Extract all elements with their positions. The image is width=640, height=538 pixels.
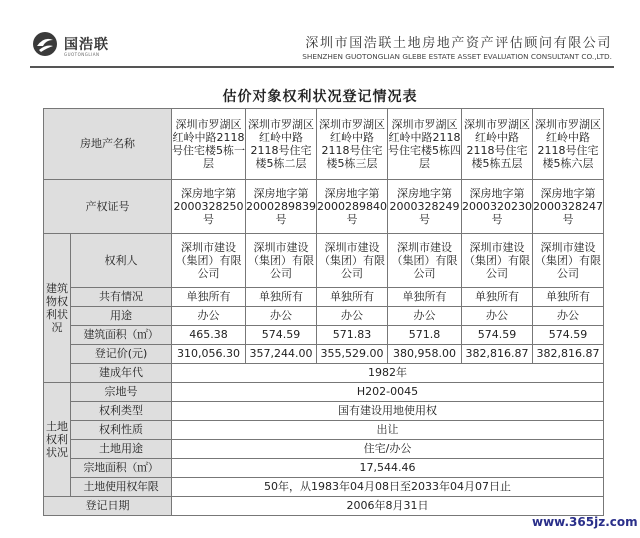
label-usage: 用途 [71, 307, 172, 326]
cell-area-5: 574.59 [462, 326, 533, 345]
row-land-term [44, 478, 604, 497]
logo-subtitle: GUOTONGLIAN [64, 52, 100, 57]
page-header [0, 0, 640, 70]
label-right-type: 权利类型 [71, 402, 172, 421]
cell-cert-1: 深房地字第2000328250号 [172, 180, 246, 234]
cell-price-2: 357,244.00 [246, 345, 317, 364]
cell-build-year: 1982年 [172, 364, 604, 383]
cell-area-6: 574.59 [533, 326, 604, 345]
cell-property-name-4: 深圳市罗湖区红岭中路2118号住宅楼5栋四层 [388, 109, 462, 180]
label-lot-area: 宗地面积（㎡） [71, 459, 172, 478]
cell-land-term: 50年，从1983年04月08日至2033年04月07日止 [172, 478, 604, 497]
cell-area-1: 465.38 [172, 326, 246, 345]
cell-use-6: 办公 [533, 307, 604, 326]
cell-use-1: 办公 [172, 307, 246, 326]
cell-co-1: 单独所有 [172, 288, 246, 307]
row-usage [44, 307, 604, 326]
row-owner [44, 234, 604, 288]
label-land-section: 土地权利状况 [44, 383, 71, 497]
row-lot-area [44, 459, 604, 478]
row-land-use [44, 440, 604, 459]
label-land-term: 土地使用权年限 [71, 478, 172, 497]
company-logo-icon [32, 31, 58, 57]
cell-price-3: 355,529.00 [317, 345, 388, 364]
cell-property-name-1: 深圳市罗湖区红岭中路2118号住宅楼5栋一层 [172, 109, 246, 180]
cell-co-5: 单独所有 [462, 288, 533, 307]
cell-right-nature: 出让 [172, 421, 604, 440]
cell-use-2: 办公 [246, 307, 317, 326]
row-reg-date [44, 497, 604, 516]
cell-area-3: 571.83 [317, 326, 388, 345]
company-name-cn: 深圳市国浩联土地房地产资产评估顾问有限公司 [305, 36, 612, 51]
cell-reg-date: 2006年8月31日 [172, 497, 604, 516]
cell-co-2: 单独所有 [246, 288, 317, 307]
row-co-ownership [44, 288, 604, 307]
registration-table [43, 108, 604, 516]
label-co-ownership: 共有情况 [71, 288, 172, 307]
cell-use-5: 办公 [462, 307, 533, 326]
label-reg-price: 登记价(元) [71, 345, 172, 364]
cell-property-name-2: 深圳市罗湖区红岭中路2118号住宅楼5栋二层 [246, 109, 317, 180]
cell-price-4: 380,958.00 [388, 345, 462, 364]
cell-owner-5: 深圳市建设（集团）有限公司 [462, 234, 533, 288]
label-build-year: 建成年代 [71, 364, 172, 383]
cell-use-3: 办公 [317, 307, 388, 326]
company-name-en: SHENZHEN GUOTONGLIAN GLEBE ESTATE ASSET EVALUATION CONSULTANT CO.,LTD. [302, 52, 612, 61]
cell-price-6: 382,816.87 [533, 345, 604, 364]
label-owner: 权利人 [71, 234, 172, 288]
site-watermark: www.365jz.com [532, 515, 638, 529]
cell-owner-6: 深圳市建设（集团）有限公司 [533, 234, 604, 288]
row-build-year [44, 364, 604, 383]
label-land-use: 土地用途 [71, 440, 172, 459]
row-cert-no [44, 180, 604, 234]
cell-lot-no: H202-0045 [172, 383, 604, 402]
header-divider [30, 66, 614, 68]
cell-area-4: 571.8 [388, 326, 462, 345]
row-right-type [44, 402, 604, 421]
label-right-nature: 权利性质 [71, 421, 172, 440]
label-property-name: 房地产名称 [44, 109, 172, 180]
cell-cert-6: 深房地字第2000328247号 [533, 180, 604, 234]
cell-property-name-6: 深圳市罗湖区红岭中路2118号住宅楼5栋六层 [533, 109, 604, 180]
cell-cert-3: 深房地字第2000289840号 [317, 180, 388, 234]
logo-name: 国浩联 [64, 37, 109, 53]
row-floor-area [44, 326, 604, 345]
cell-property-name-3: 深圳市罗湖区红岭中路2118号住宅楼5栋三层 [317, 109, 388, 180]
cell-owner-2: 深圳市建设（集团）有限公司 [246, 234, 317, 288]
cell-cert-2: 深房地字第2000289839号 [246, 180, 317, 234]
cell-price-5: 382,816.87 [462, 345, 533, 364]
row-lot-no [44, 383, 604, 402]
label-lot-no: 宗地号 [71, 383, 172, 402]
row-property-name [44, 109, 604, 180]
label-floor-area: 建筑面积（㎡） [71, 326, 172, 345]
cell-land-use: 住宅/办公 [172, 440, 604, 459]
label-cert-no: 产权证号 [44, 180, 172, 234]
cell-property-name-5: 深圳市罗湖区红岭中路2118号住宅楼5栋五层 [462, 109, 533, 180]
cell-lot-area: 17,544.46 [172, 459, 604, 478]
cell-right-type: 国有建设用地使用权 [172, 402, 604, 421]
cell-co-4: 单独所有 [388, 288, 462, 307]
cell-owner-3: 深圳市建设（集团）有限公司 [317, 234, 388, 288]
label-building-section: 建筑物权利状况 [44, 234, 71, 383]
row-reg-price [44, 345, 604, 364]
cell-owner-4: 深圳市建设（集团）有限公司 [388, 234, 462, 288]
table-title: 估价对象权利状况登记情况表 [222, 89, 418, 105]
cell-area-2: 574.59 [246, 326, 317, 345]
label-reg-date: 登记日期 [44, 497, 172, 516]
cell-cert-5: 深房地字第2000320230号 [462, 180, 533, 234]
cell-co-3: 单独所有 [317, 288, 388, 307]
cell-co-6: 单独所有 [533, 288, 604, 307]
cell-use-4: 办公 [388, 307, 462, 326]
cell-owner-1: 深圳市建设（集团）有限公司 [172, 234, 246, 288]
row-right-nature [44, 421, 604, 440]
cell-cert-4: 深房地字第2000328249号 [388, 180, 462, 234]
cell-price-1: 310,056.30 [172, 345, 246, 364]
